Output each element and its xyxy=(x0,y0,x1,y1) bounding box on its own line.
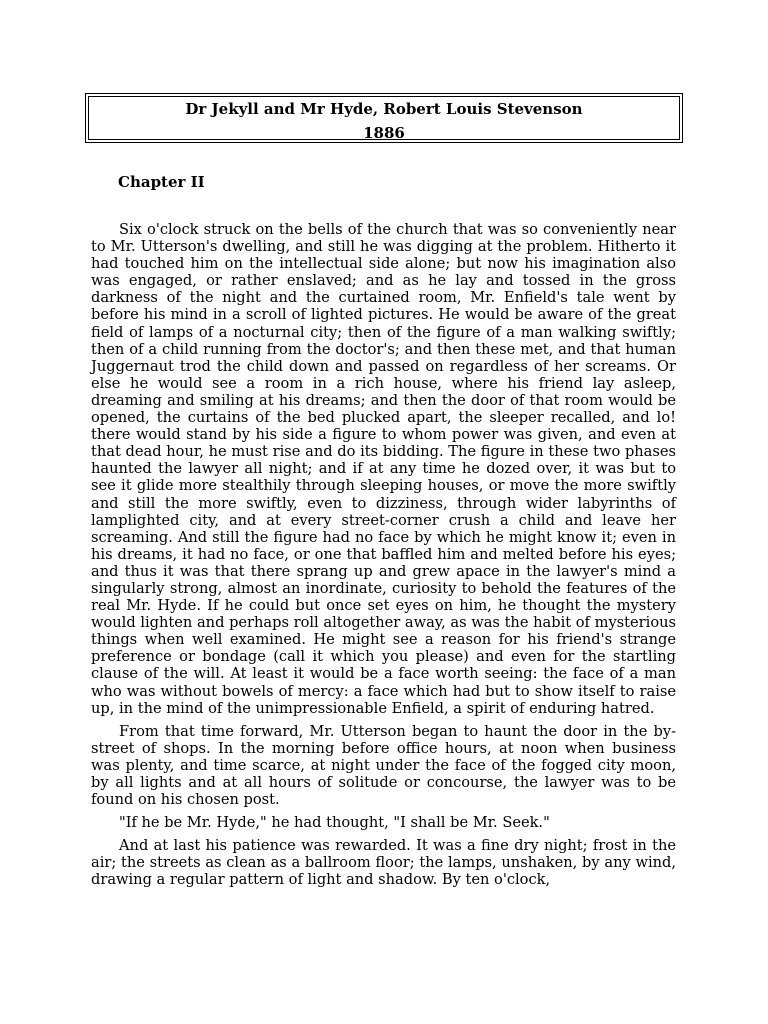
title-inner-frame xyxy=(88,96,680,140)
chapter-heading: Chapter II xyxy=(118,173,205,191)
body-text xyxy=(91,221,676,895)
paragraph-4: And at last his patience was rewarded. It was a fine dry night; frost in the air; the streets as clean as a ballroom floor; the lamps, unshaken, by any wind, drawing a regular pattern of light and shadow. By ten o'clock, xyxy=(91,837,676,889)
paragraph-3: "If he be Mr. Hyde," he had thought, "I shall be Mr. Seek." xyxy=(119,814,550,832)
title-box xyxy=(85,93,683,143)
document-year: 1886 xyxy=(363,124,405,142)
paragraph-1: Six o'clock struck on the bells of the church that was so conveniently near to Mr. Utterson's dwelling, and still he was digging at the problem. Hitherto it had touched him on the intellectual side alone; but now his imagination also was engaged, or rather enslaved; and as he lay and tossed in the gross darkness of the night and the curtained room, Mr. Enfield's tale went by before his mind in a scroll of lighted pictures. He would be aware of the great field of lamps of a nocturnal city; then of the figure of a man walking swiftly; then of a child running from the doctor's; and then these met, and that human Juggernaut trod the child down and passed on regardless of her screams. Or else he would see a room in a rich house, where his friend lay asleep, dreaming and smiling at his dreams; and then the door of that room would be opened, the curtains of the bed plucked apart, the sleeper recalled, and lo! there would stand by his side a figure to whom power was given, and even at that dead hour, he must rise and do its bidding. The figure in these two phases haunted the lawyer all night; and if at any time he dozed over, it was but to see it glide more stealthily through sleeping houses, or move the more swiftly and still the more swiftly, even to dizziness, through wider labyrinths of lamplighted city, and at every street-corner crush a child and leave her screaming. And still the figure had no face by which he might know it; even in his dreams, it had no face, or one that baffled him and melted before his eyes; and thus it was that there sprang up and grew apace in the lawyer's mind a singularly strong, almost an inordinate, curiosity to behold the features of the real Mr. Hyde. If he could but once set eyes on him, he thought the mystery would lighten and perhaps roll altogether away, as was the habit of mysterious things when well examined. He might see a reason for his friend's strange preference or bondage (call it which you please) and even for the startling clause of the will. At least it would be a face worth seeing: the face of a man who was without bowels of mercy: a face which had but to show itself to raise up, in the mind of the unimpressionable Enfield, a spirit of enduring hatred. xyxy=(91,221,676,717)
paragraph-2: From that time forward, Mr. Utterson began to haunt the door in the by-street of shops. In the morning before office hours, at noon when business was plenty, and time scarce, at night under the face of the fogged city moon, by all lights and at all hours of solitude or concourse, the lawyer was to be found on his chosen post. xyxy=(91,722,676,809)
document-title: Dr Jekyll and Mr Hyde, Robert Louis Stevenson xyxy=(185,100,583,118)
